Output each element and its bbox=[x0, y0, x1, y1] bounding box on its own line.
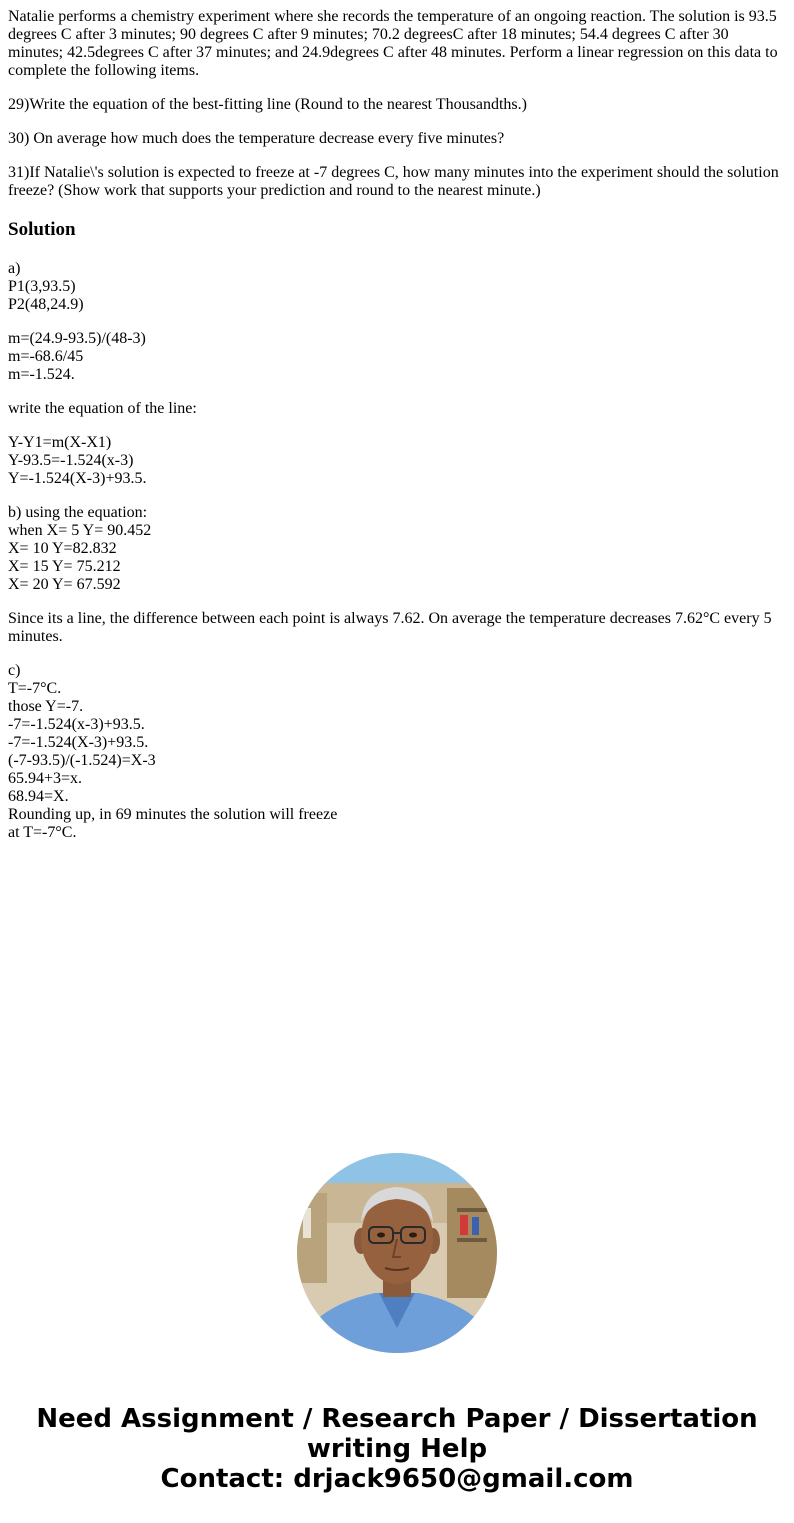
solution-line: X= 20 Y= 67.592 bbox=[8, 576, 121, 593]
solution-line: 65.94+3=x. bbox=[8, 770, 83, 787]
solution-line: T=-7°C. bbox=[8, 680, 62, 697]
solution-heading: Solution bbox=[8, 219, 76, 240]
slope-calculation bbox=[8, 330, 786, 384]
question-31: 31)If Natalie\'s solution is expected to freeze at -7 degrees C, how many minutes into the experiment should the solution freeze? (Show work that supports your prediction and round to the nearest minute.) bbox=[8, 164, 779, 199]
solution-line: 68.94=X. bbox=[8, 788, 69, 805]
question-29: 29)Write the equation of the best-fitting line (Round to the nearest Thousandths.) bbox=[8, 96, 527, 113]
promo-line: Need Assignment / Research Paper / Dissertation bbox=[36, 1404, 758, 1434]
part-b-conclusion: Since its a line, the difference between each point is always 7.62. On average the temperature decreases 7.62°C every 5 minutes. bbox=[8, 610, 772, 645]
part-a-points bbox=[8, 260, 786, 314]
solution-line: m=(24.9-93.5)/(48-3) bbox=[8, 330, 146, 347]
author-portrait-image bbox=[297, 1153, 497, 1353]
author-avatar bbox=[297, 1153, 497, 1353]
promo-line: writing Help bbox=[306, 1434, 488, 1464]
promo-banner bbox=[0, 1404, 794, 1494]
solution-line: when X= 5 Y= 90.452 bbox=[8, 522, 152, 539]
solution-line: Rounding up, in 69 minutes the solution will freeze bbox=[8, 806, 338, 823]
solution-line: m=-68.6/45 bbox=[8, 348, 84, 365]
solution-line: -7=-1.524(X-3)+93.5. bbox=[8, 734, 149, 751]
solution-line: -7=-1.524(x-3)+93.5. bbox=[8, 716, 145, 733]
solution-line: Y=-1.524(X-3)+93.5. bbox=[8, 470, 147, 487]
question-intro: Natalie performs a chemistry experiment where she records the temperature of an ongoing reaction. The solution is 93.5 degrees C after 3 minutes; 90 degrees C after 9 minutes; 70.2 degreesC after 18 minutes; 54.4 degrees C after 30 minutes; 42.5degrees C after 37 minutes; and 24.9degrees C after 48 minutes. Perform a linear regression on this data to complete the following items. bbox=[8, 8, 778, 79]
write-line-instruction: write the equation of the line: bbox=[8, 400, 197, 417]
solution-line: a) bbox=[8, 260, 21, 277]
part-c-work bbox=[8, 662, 786, 842]
line-equation bbox=[8, 434, 786, 488]
solution-line: b) using the equation: bbox=[8, 504, 148, 521]
solution-line: c) bbox=[8, 662, 21, 679]
solution-line: X= 10 Y=82.832 bbox=[8, 540, 117, 557]
part-b-values bbox=[8, 504, 786, 594]
solution-line: P2(48,24.9) bbox=[8, 296, 84, 313]
solution-line: at T=-7°C. bbox=[8, 824, 77, 841]
solution-line: (-7-93.5)/(-1.524)=X-3 bbox=[8, 752, 156, 769]
solution-line: X= 15 Y= 75.212 bbox=[8, 558, 121, 575]
solution-line: P1(3,93.5) bbox=[8, 278, 76, 295]
question-30: 30) On average how much does the temperature decrease every five minutes? bbox=[8, 130, 505, 147]
solution-line: m=-1.524. bbox=[8, 366, 75, 383]
promo-contact: Contact: drjack9650@gmail.com bbox=[160, 1464, 634, 1494]
solution-line: Y-Y1=m(X-X1) bbox=[8, 434, 112, 451]
solution-line: Y-93.5=-1.524(x-3) bbox=[8, 452, 134, 469]
document-body bbox=[8, 8, 786, 858]
solution-line: those Y=-7. bbox=[8, 698, 84, 715]
